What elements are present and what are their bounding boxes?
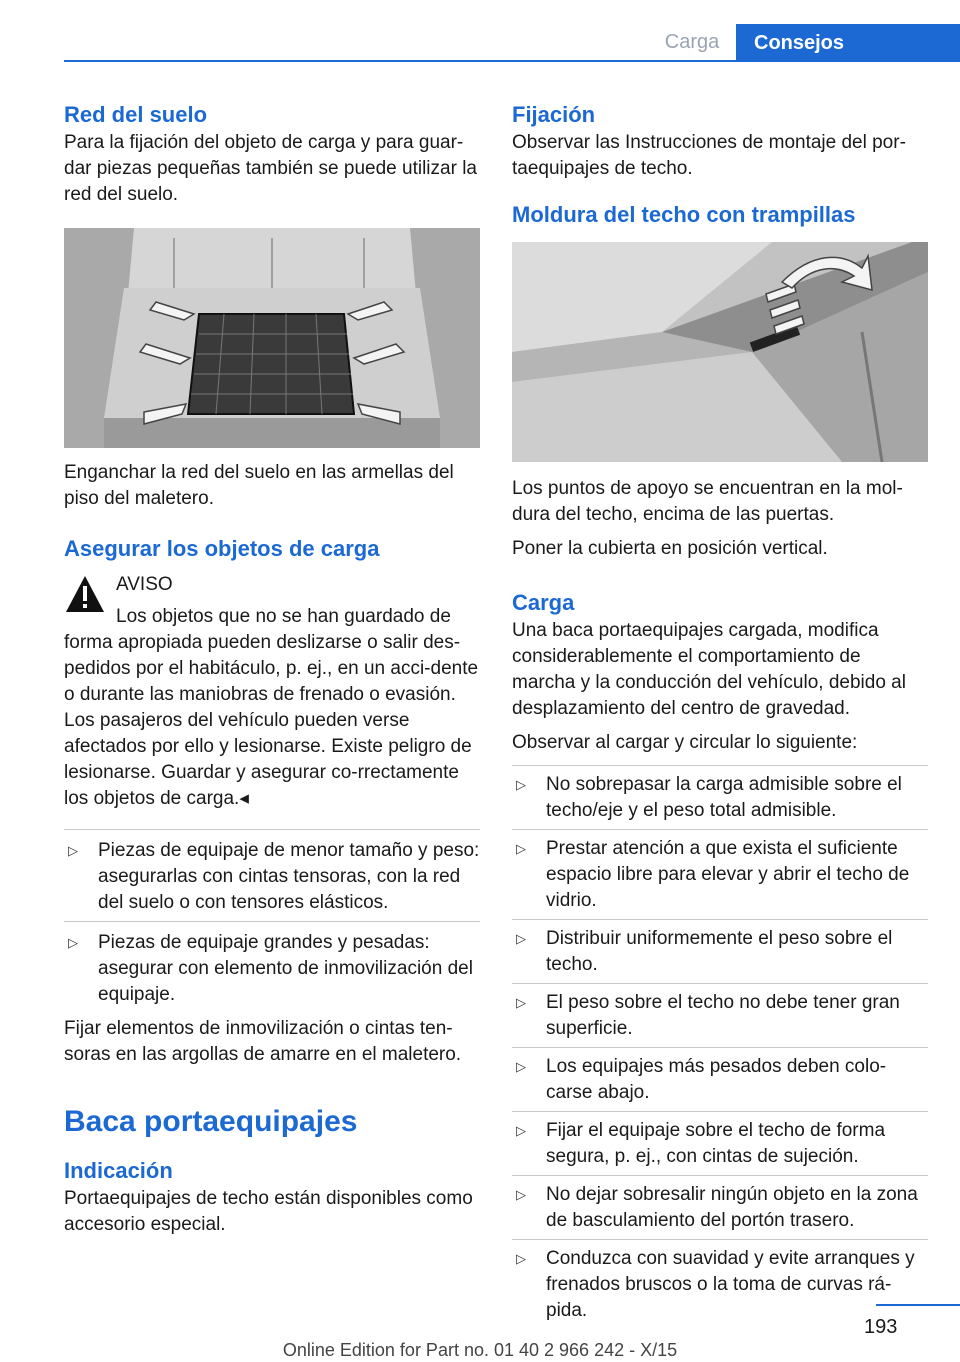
red-del-suelo-heading: Red del suelo: [64, 102, 208, 127]
carga-heading: Carga: [512, 590, 575, 615]
red-del-suelo-text: Para la fijación del objeto de carga y para guar-dar piezas pequeñas también se puede utilizar la red del suelo.: [64, 132, 477, 205]
warning-label: AVISO: [116, 574, 173, 595]
roof-molding-illustration: [512, 242, 928, 462]
list-item: ▷ Conduzca con suavidad y evite arranques y frenados bruscos o la toma de curvas rá-pida.: [512, 1240, 928, 1330]
list-item: ▷ Piezas de equipaje de menor tamaño y peso: asegurarlas con cintas tensoras, con la red del suelo o con tensores elásticos.: [64, 830, 480, 922]
triangle-bullet-icon: ▷: [516, 1251, 526, 1266]
trunk-net-image: [64, 228, 480, 448]
triangle-bullet-icon: ▷: [68, 935, 78, 950]
carga-text: Una baca portaequipajes cargada, modifica considerablemente el comportamiento de marcha y la conducción del vehículo, debido al desplazamiento del centro de gravedad.: [512, 620, 906, 719]
triangle-bullet-icon: ▷: [516, 777, 526, 792]
warning-triangle-icon: [64, 574, 106, 614]
indicacion-text: Portaequipajes de techo están disponibles como accesorio especial.: [64, 1188, 473, 1235]
moldura-caption: Los puntos de apoyo se encuentran en la mol-dura del techo, encima de las puertas.: [512, 478, 903, 525]
list-item: ▷ Fijar el equipaje sobre el techo de forma segura, p. ej., con cintas de sujeción.: [512, 1112, 928, 1176]
trunk-net-illustration: [64, 228, 480, 448]
observar-text: Observar al cargar y circular lo siguiente:: [512, 732, 858, 753]
triangle-bullet-icon: ▷: [516, 841, 526, 856]
page-number: 193: [864, 1316, 898, 1338]
indicacion-heading: Indicación: [64, 1158, 173, 1183]
baca-heading: Baca portaequipajes: [64, 1105, 358, 1138]
left-column: [64, 100, 480, 1238]
list-item: ▷ No sobrepasar la carga admisible sobre el techo/eje y el peso total admisible.: [512, 766, 928, 830]
tab-carga[interactable]: Carga: [664, 31, 720, 53]
tab-consejos[interactable]: Consejos: [736, 24, 960, 62]
red-caption: Enganchar la red del suelo en las armellas del piso del maletero.: [64, 462, 454, 509]
footer-rule: [876, 1304, 960, 1306]
list-item: ▷ Piezas de equipaje grandes y pesadas: asegurar con elemento de inmovilización del equipaje.: [64, 922, 480, 1014]
triangle-bullet-icon: ▷: [516, 931, 526, 946]
cubierta-text: Poner la cubierta en posición vertical.: [512, 538, 828, 559]
asegurar-heading: Asegurar los objetos de carga: [64, 536, 380, 561]
triangle-bullet-icon: ▷: [516, 1059, 526, 1074]
list-item: ▷ No dejar sobresalir ningún objeto en la zona de basculamiento del portón trasero.: [512, 1176, 928, 1240]
fijacion-heading: Fijación: [512, 102, 596, 127]
luggage-list: [64, 830, 480, 1014]
list-item: ▷ Los equipajes más pesados deben colo-carse abajo.: [512, 1048, 928, 1112]
triangle-bullet-icon: ▷: [516, 1187, 526, 1202]
warning-block: [64, 572, 480, 812]
warning-text-1: Los objetos que no se han guardado de: [116, 606, 451, 627]
triangle-bullet-icon: ▷: [68, 843, 78, 858]
fijacion-text: Observar las Instrucciones de montaje del por-taequipajes de techo.: [512, 132, 906, 179]
triangle-bullet-icon: ▷: [516, 1123, 526, 1138]
list-item: ▷ El peso sobre el techo no debe tener gran superficie.: [512, 984, 928, 1048]
warning-text-2: forma apropiada pueden deslizarse o salir des-pedidos por el habitáculo, p. ej., en un acci-dente o durante las maniobras de frenado o evasión. Los pasajeros del vehículo pueden verse afectados por ello y lesionarse. Existe peligro de lesionarse. Guardar y asegurar co-rrectamente los objetos de carga.◂: [64, 632, 479, 809]
fijar-text: Fijar elementos de inmovilización o cintas ten-soras en las argollas de amarre en el maletero.: [64, 1018, 462, 1065]
triangle-bullet-icon: ▷: [516, 995, 526, 1010]
roof-molding-image: [512, 242, 928, 462]
roof-load-list: [512, 766, 928, 1330]
list-item: ▷ Prestar atención a que exista el suficiente espacio libre para elevar y abrir el techo de vidrio.: [512, 830, 928, 920]
moldura-heading: Moldura del techo con trampillas: [512, 202, 856, 227]
list-item: ▷ Distribuir uniformemente el peso sobre el techo.: [512, 920, 928, 984]
edition-footer: Online Edition for Part no. 01 40 2 966 242 - X/15: [282, 1340, 678, 1360]
right-column: [512, 100, 928, 1330]
